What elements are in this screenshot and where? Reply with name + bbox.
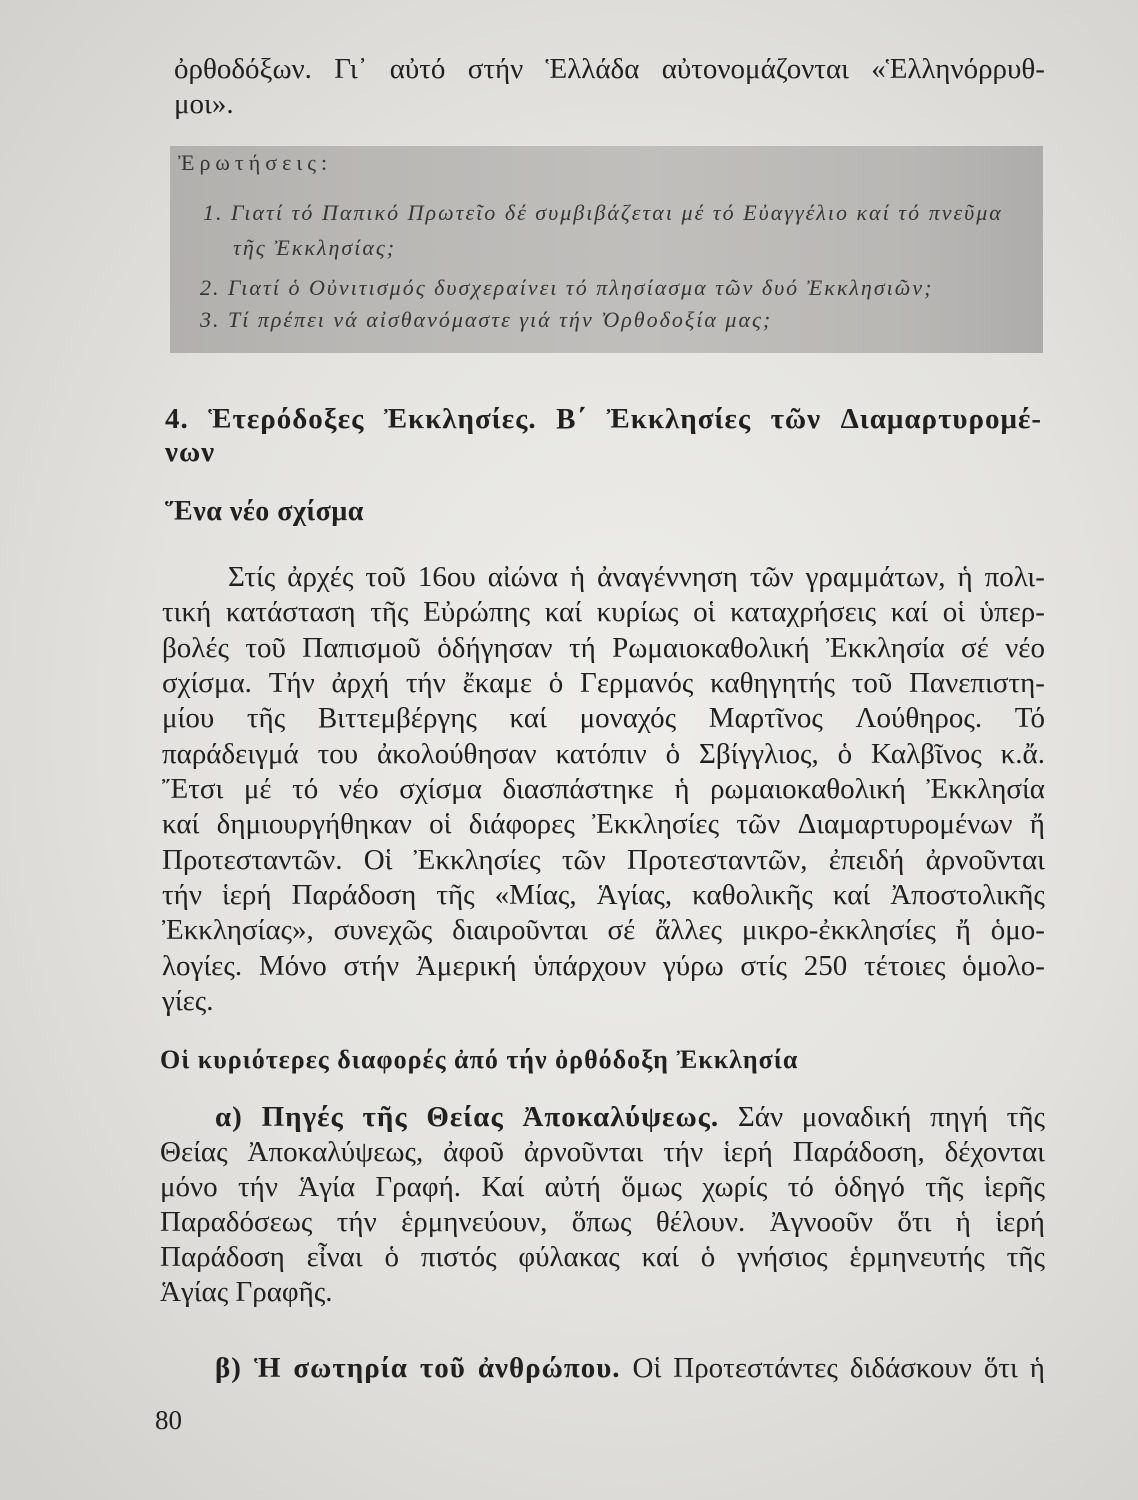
question-1 bbox=[203, 200, 1003, 226]
word: Ἁγίας, bbox=[596, 878, 673, 911]
word: του bbox=[317, 737, 359, 770]
word: φύλακας bbox=[518, 1241, 620, 1273]
paragraph-line bbox=[162, 666, 1045, 701]
word: Παράδοση bbox=[160, 1241, 285, 1273]
word: τό bbox=[898, 200, 922, 225]
word: ὅτι bbox=[897, 1206, 932, 1238]
word: τό bbox=[787, 1171, 814, 1203]
paragraph-line-last: γίες. bbox=[162, 984, 214, 1017]
word: τό bbox=[712, 200, 736, 225]
word: ἱερῆς bbox=[983, 1171, 1045, 1203]
word: τική bbox=[162, 596, 212, 629]
word: κατάσταση bbox=[225, 596, 356, 629]
point-line bbox=[160, 1205, 1045, 1240]
word: Ἁγία bbox=[298, 1171, 356, 1203]
word: τῶν bbox=[736, 808, 781, 841]
word: Οἱ bbox=[363, 843, 393, 876]
word: τό bbox=[292, 772, 319, 805]
paragraph-line bbox=[162, 807, 1045, 842]
word: Ρωμαιοκαθολική bbox=[612, 631, 810, 664]
word: Θείας bbox=[426, 1101, 504, 1133]
point-b bbox=[160, 1350, 1045, 1386]
word: 1. bbox=[203, 200, 224, 225]
paragraph-line bbox=[162, 701, 1045, 736]
paragraph-line bbox=[162, 631, 1045, 666]
word: Παπικό bbox=[321, 200, 401, 225]
point-line-last: Ἁγίας Γραφῆς. bbox=[160, 1276, 333, 1308]
word: χωρίς bbox=[702, 1171, 768, 1203]
word: διδάσκουν bbox=[849, 1352, 972, 1384]
word: ὁμο- bbox=[990, 914, 1045, 947]
word: εἶναι bbox=[306, 1241, 363, 1273]
word: καί bbox=[856, 200, 891, 225]
word: ὅπως bbox=[571, 1206, 632, 1238]
word: Ἑτερόδοξες bbox=[208, 403, 365, 435]
word: ὅμως bbox=[621, 1171, 682, 1203]
word: ὁ bbox=[837, 737, 853, 770]
word: βολές bbox=[162, 631, 229, 664]
word: μέ bbox=[243, 772, 272, 805]
word: ἡ bbox=[570, 561, 586, 593]
word: ὁδηγό bbox=[834, 1171, 905, 1203]
word: τῆς bbox=[370, 596, 409, 629]
paragraph-line bbox=[162, 772, 1045, 807]
word: σχίσμα bbox=[399, 772, 482, 805]
word: τήν bbox=[405, 666, 446, 699]
word: Β΄ bbox=[556, 403, 588, 435]
word: τῆς bbox=[1006, 1241, 1045, 1273]
word: ὅτι bbox=[983, 1352, 1018, 1384]
word: αὐτή bbox=[544, 1171, 601, 1203]
word: σωτηρία bbox=[293, 1352, 408, 1384]
word: σέ bbox=[607, 914, 636, 947]
word: Λούθηρος. bbox=[855, 702, 983, 735]
word: ὁ bbox=[548, 666, 564, 699]
word: Ἀποκαλύψεως. bbox=[522, 1101, 720, 1133]
word: ἀρνοῦνται bbox=[925, 843, 1045, 876]
section-heading bbox=[165, 403, 1042, 469]
word: αὐτό bbox=[389, 53, 446, 85]
word: ἀνθρώπου. bbox=[477, 1352, 621, 1384]
word: ἀρνοῦνται bbox=[523, 1136, 644, 1168]
word: τῆς bbox=[362, 1101, 408, 1133]
word: Εὐρώπης bbox=[423, 596, 531, 629]
word: ἀναγέννηση bbox=[597, 561, 738, 593]
word: οἱ bbox=[429, 808, 452, 841]
word: καθολικῆς bbox=[692, 878, 813, 911]
word: ἤ bbox=[1029, 808, 1045, 841]
word: Γραφή. bbox=[375, 1171, 461, 1203]
word: νέο bbox=[1005, 631, 1045, 664]
word: δέχονται bbox=[944, 1136, 1045, 1168]
word: Παπισμοῦ bbox=[302, 631, 421, 664]
paragraph-line bbox=[162, 595, 1045, 630]
word: ὁ bbox=[384, 1241, 400, 1273]
word: γραμμάτων, bbox=[805, 561, 946, 593]
word: Σβίγγλιος, bbox=[698, 737, 819, 770]
word: καί bbox=[890, 596, 929, 629]
word: θέλουν. bbox=[655, 1206, 746, 1238]
word: νέο bbox=[338, 772, 379, 805]
question-text: Τί πρέπει νά αἰσθανόμαστε γιά τήν Ὀρθοδοξία μας; bbox=[228, 307, 773, 332]
word: πηγή bbox=[930, 1101, 988, 1133]
word: Ἀποκαλύψεως, bbox=[247, 1136, 424, 1168]
word: ἱερή bbox=[995, 1206, 1045, 1238]
word: Πανεπιστη- bbox=[908, 666, 1045, 699]
continuation-text bbox=[174, 52, 1045, 122]
question-number: 2. bbox=[200, 275, 221, 300]
paragraph-line bbox=[162, 737, 1045, 772]
word: ἔκαμε bbox=[462, 666, 533, 699]
point-line bbox=[215, 1100, 1045, 1135]
word: τῆς bbox=[246, 702, 286, 735]
word: ἡ bbox=[1029, 1352, 1045, 1384]
word: μοναχός bbox=[579, 702, 677, 735]
differences-heading: Οἱ κυριότερες διαφορές ἀπό τήν ὀρθόδοξη Ἐκκλησία bbox=[160, 1045, 799, 1074]
questions-box bbox=[170, 146, 1043, 353]
word: διάφορες bbox=[468, 808, 575, 841]
word: Τό bbox=[1014, 702, 1045, 735]
word: ἑρμηνευτής bbox=[849, 1241, 985, 1273]
word: δέ bbox=[504, 200, 528, 225]
word: γνήσιος bbox=[737, 1241, 828, 1273]
word: στήν bbox=[467, 53, 524, 85]
word: Ἀμερική bbox=[415, 949, 517, 982]
question-text: Γιατί ὁ Οὐνιτισμός δυσχεραίνει τό πλησίασμα τῶν δυό Ἐκκλησιῶν; bbox=[228, 275, 934, 300]
word: τοῦ bbox=[851, 666, 893, 699]
word: Ἐκκλησίες. bbox=[383, 403, 537, 435]
word: τήν bbox=[162, 878, 202, 911]
word: ἀρχές bbox=[287, 561, 354, 593]
word: Θείας bbox=[160, 1136, 228, 1168]
word: τέτοιες bbox=[864, 949, 946, 982]
paragraph bbox=[162, 560, 1045, 1019]
word: Μόνο bbox=[258, 949, 327, 982]
word: καί bbox=[641, 1241, 679, 1273]
word: καί bbox=[832, 878, 871, 911]
heading-line-last: νων bbox=[165, 436, 216, 468]
word: Διαμαρτυρομένων bbox=[797, 808, 1013, 841]
word: τῶν bbox=[770, 403, 822, 435]
word: μόνο bbox=[160, 1171, 218, 1203]
word: τῆς bbox=[925, 1171, 964, 1203]
word: Ἐκκλησίες bbox=[413, 843, 541, 876]
text-line-last: μοι». bbox=[174, 88, 234, 120]
word: Ἐκκλησίες bbox=[592, 808, 720, 841]
question-2 bbox=[200, 275, 933, 301]
point-line bbox=[160, 1240, 1045, 1275]
word: ὀρθοδόξων. bbox=[174, 53, 312, 85]
word: Ἀποστολικῆς bbox=[890, 878, 1045, 911]
word: ἤ bbox=[955, 914, 971, 947]
point-line bbox=[215, 1350, 1045, 1386]
paragraph-line bbox=[162, 878, 1045, 913]
word: τοῦ bbox=[245, 631, 286, 664]
word: Μαρτῖνος bbox=[708, 702, 823, 735]
word: καί bbox=[162, 808, 200, 841]
paragraph-line bbox=[162, 949, 1045, 984]
text-line bbox=[174, 52, 1045, 87]
word: σχίσμα. bbox=[162, 666, 252, 699]
word: Διαμαρτυρομέ- bbox=[840, 403, 1042, 435]
word: Ἑλλάδα bbox=[545, 53, 640, 85]
word: ὁ bbox=[665, 737, 681, 770]
word: τήν bbox=[238, 1171, 278, 1203]
word: ὑπάρχουν bbox=[533, 949, 647, 982]
word: ἱερή bbox=[221, 878, 272, 911]
word: ρωμαιοκαθολική bbox=[710, 772, 906, 805]
word: β) bbox=[215, 1352, 242, 1384]
word: ἱερή bbox=[723, 1136, 773, 1168]
word: τῶν bbox=[749, 561, 794, 593]
word: Γι᾿ bbox=[334, 53, 368, 85]
word: Τήν bbox=[268, 666, 315, 699]
word: σέ bbox=[960, 631, 989, 664]
word: πιστός bbox=[420, 1241, 497, 1273]
word: Παράδοση, bbox=[792, 1136, 925, 1168]
word: ἑρμηνεύουν, bbox=[401, 1206, 548, 1238]
word: 4. bbox=[165, 403, 189, 435]
word: οἱ bbox=[942, 596, 965, 629]
word: Γερμανός bbox=[580, 666, 694, 699]
word: τήν bbox=[336, 1206, 377, 1238]
word: τοῦ bbox=[365, 561, 406, 593]
word: στήν bbox=[343, 949, 400, 982]
word: διασπάστηκε bbox=[502, 772, 654, 805]
word: αὐτονομάζονται bbox=[661, 53, 849, 85]
word: τῆς bbox=[436, 878, 475, 911]
paragraph-line bbox=[228, 560, 1045, 595]
word: τοῦ bbox=[419, 1352, 466, 1384]
word: 16ου bbox=[417, 561, 476, 593]
word: μίου bbox=[162, 702, 215, 735]
word: καθηγητής bbox=[710, 666, 835, 699]
word: ἐπειδή bbox=[828, 843, 905, 876]
word: στίς bbox=[740, 949, 787, 982]
word: ἡ bbox=[957, 561, 973, 593]
word: πνεῦμα bbox=[928, 200, 1003, 225]
paragraph-line bbox=[162, 843, 1045, 878]
word: Ἀγνοοῦν bbox=[769, 1206, 873, 1238]
word: Πηγές bbox=[261, 1101, 344, 1133]
word: Παραδόσεως bbox=[160, 1206, 313, 1238]
word: ἀρχή bbox=[331, 666, 390, 699]
word: αἰώνα bbox=[487, 561, 559, 593]
word: ἀφοῦ bbox=[443, 1136, 504, 1168]
word: ὁ bbox=[700, 1241, 716, 1273]
word: Πρωτεῖο bbox=[407, 200, 498, 225]
word: Βιττεμβέργης bbox=[317, 702, 477, 735]
word: τήν bbox=[663, 1136, 704, 1168]
word: ἡ bbox=[955, 1206, 971, 1238]
word: τή bbox=[568, 631, 596, 664]
word: Προτεσταντῶν, bbox=[627, 843, 808, 876]
word: λογίες. bbox=[162, 949, 243, 982]
word: Προτεσταντῶν. bbox=[162, 843, 343, 876]
point-line bbox=[160, 1135, 1045, 1170]
word: συνεχῶς bbox=[333, 914, 433, 947]
word: μοναδική bbox=[801, 1101, 912, 1133]
word: Οἱ bbox=[632, 1352, 662, 1384]
word: κυρίως bbox=[596, 596, 679, 629]
word: Ἐκκλησία bbox=[926, 772, 1045, 805]
word: τῆς bbox=[1006, 1101, 1045, 1133]
word: κ.ἄ. bbox=[1000, 737, 1045, 770]
word: Στίς bbox=[228, 561, 276, 593]
word: Ἐκκλησίες bbox=[606, 403, 752, 435]
point-a bbox=[160, 1100, 1045, 1310]
word: καί bbox=[544, 596, 583, 629]
word: μέ bbox=[681, 200, 706, 225]
questions-title: Ἐρωτήσεις: bbox=[178, 150, 333, 175]
word: ἄλλες bbox=[655, 914, 723, 947]
word: πολι- bbox=[984, 561, 1045, 593]
word: ὁμολο- bbox=[962, 949, 1045, 982]
word: καταχρήσεις bbox=[730, 596, 877, 629]
word: παράδειγμά bbox=[162, 737, 299, 770]
paragraph-line bbox=[162, 913, 1045, 948]
word: τό bbox=[291, 200, 315, 225]
question-number: 3. bbox=[200, 307, 221, 332]
word: 250 bbox=[803, 949, 848, 982]
word: Εὐαγγέλιο bbox=[743, 200, 849, 225]
word: «Μίας, bbox=[494, 878, 577, 911]
word: Προτεστάντες bbox=[673, 1352, 838, 1384]
word: συμβιβάζεται bbox=[535, 200, 674, 225]
word: μικρο-ἐκκλησίες bbox=[741, 914, 936, 947]
word: α) bbox=[215, 1101, 243, 1133]
word: καί bbox=[509, 702, 547, 735]
word: Ἐκκλησίας», bbox=[162, 914, 314, 947]
word: ὑπερ- bbox=[979, 596, 1045, 629]
subheading: Ἕνα νέο σχίσμα bbox=[165, 496, 364, 527]
question-3 bbox=[200, 307, 772, 333]
word: Καλβῖνος bbox=[871, 737, 982, 770]
word: γύρω bbox=[662, 949, 724, 982]
word: Ἐκκλησία bbox=[826, 631, 945, 664]
word: Ἡ bbox=[253, 1352, 282, 1384]
question-1-continuation: τῆς Ἐκκλησίας; bbox=[233, 235, 397, 260]
page-number: 80 bbox=[155, 1405, 182, 1435]
word: Ἔτσι bbox=[162, 772, 224, 805]
word: Σάν bbox=[737, 1101, 784, 1133]
word: Καί bbox=[481, 1171, 525, 1203]
point-line bbox=[160, 1170, 1045, 1205]
word: ὁδήγησαν bbox=[437, 631, 553, 664]
word: «Ἑλληνόρρυθ- bbox=[871, 53, 1045, 85]
word: ἀκολούθησαν bbox=[376, 737, 537, 770]
word: οἱ bbox=[693, 596, 716, 629]
word: ἡ bbox=[674, 772, 690, 805]
word: Παράδοση bbox=[291, 878, 417, 911]
word: τῶν bbox=[561, 843, 606, 876]
word: διαιροῦνται bbox=[452, 914, 588, 947]
word: Γιατί bbox=[231, 200, 284, 225]
word: δημιουργήθηκαν bbox=[216, 808, 412, 841]
heading-line bbox=[165, 403, 1042, 436]
word: κατόπιν bbox=[555, 737, 647, 770]
